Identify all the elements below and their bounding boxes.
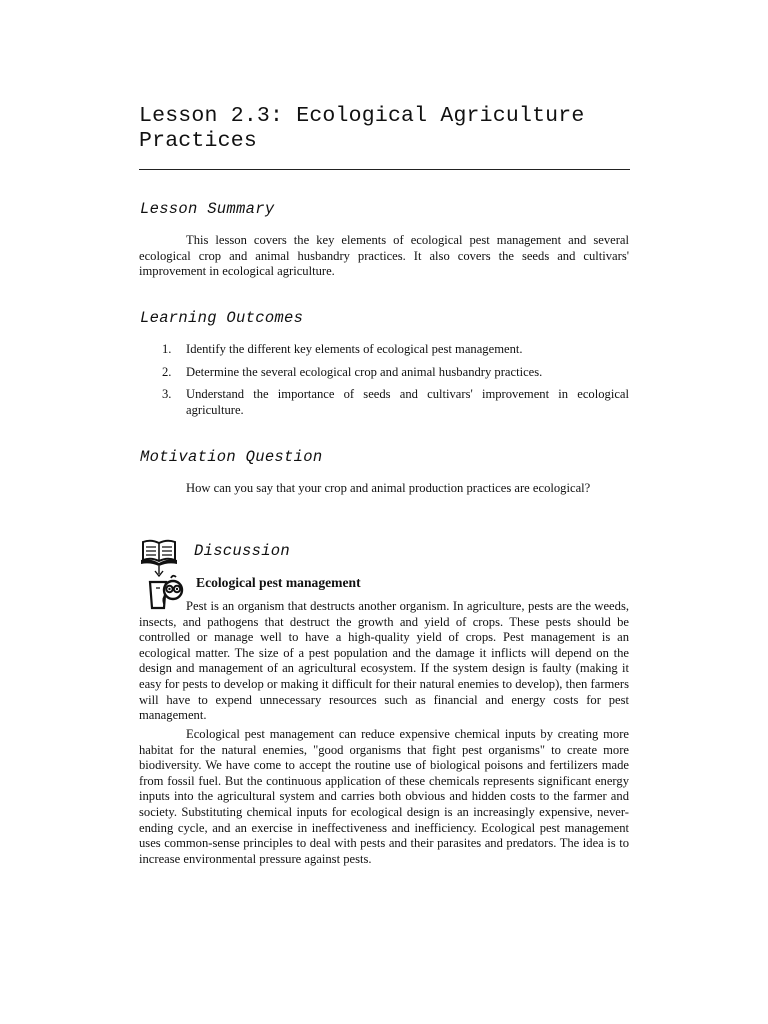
outcomes-list [139, 342, 629, 425]
section-heading-summary: Lesson Summary [140, 200, 275, 218]
list-item-number: 1. [162, 342, 172, 356]
discussion-paragraph-2: Ecological pest management can reduce expensive chemical inputs by creating more habitat for the natural enemies, "good organisms that fight pest organisms" to create more biodiversity. We have come to accept the routine use of biological poisons and fertilizers made from fossil fuel. But the continuous application of these chemicals represents significant energy inputs into the agricultural system and carries both obvious and hidden costs to the farmer and society. Substituting chemical inputs for ecological design is an increasingly expensive, never-ending cycle, and an exercise in ineffectiveness and inefficiency. Ecological pest management uses common-sense principles to deal with pests and their parasites and predators. The idea is to increase environmental pressure against pests. [139, 727, 629, 866]
list-item-text: Understand the importance of seeds and cultivars' improvement in ecological agriculture. [186, 387, 629, 417]
list-item [139, 342, 629, 358]
section-heading-outcomes: Learning Outcomes [140, 309, 304, 327]
list-item [139, 365, 629, 381]
list-item-text: Determine the several ecological crop and animal husbandry practices. [186, 364, 543, 379]
motivation-paragraph: How can you say that your crop and animal production practices are ecological? [186, 481, 591, 495]
page-title: Lesson 2.3: Ecological Agriculture Practices [139, 104, 585, 153]
section-heading-discussion: Discussion [194, 542, 291, 560]
title-divider [139, 169, 630, 170]
discussion-subheading: Ecological pest management [196, 575, 361, 590]
list-item-number: 3. [162, 387, 172, 402]
list-item [139, 387, 629, 418]
discussion-paragraph-1: Pest is an organism that destructs another organism. In agriculture, pests are the weeds, insects, and pathogens that destruct the growth and yield of crops. These pests should be controlled or manage well to have a high-quality yield of crops. Pest management is an ecological matter. The size of a pest population and the damage it inflicts will depend on the design and management of an agricultural ecosystem. If the system design is faulty (making it easy for pests to develop or making it difficult for their natural enemies to develop), then farmers will have to expend unnecessary resources such as financial and energy costs for pest management. [139, 599, 629, 723]
summary-paragraph: This lesson covers the key elements of ecological pest management and several ecological crop and animal husbandry practices. It also covers the seeds and cultivars' improvement in ecological agriculture. [139, 233, 629, 279]
section-heading-motivation: Motivation Question [140, 448, 323, 466]
list-item-text: Identify the different key elements of ecological pest management. [186, 342, 523, 356]
list-item-number: 2. [162, 364, 172, 379]
